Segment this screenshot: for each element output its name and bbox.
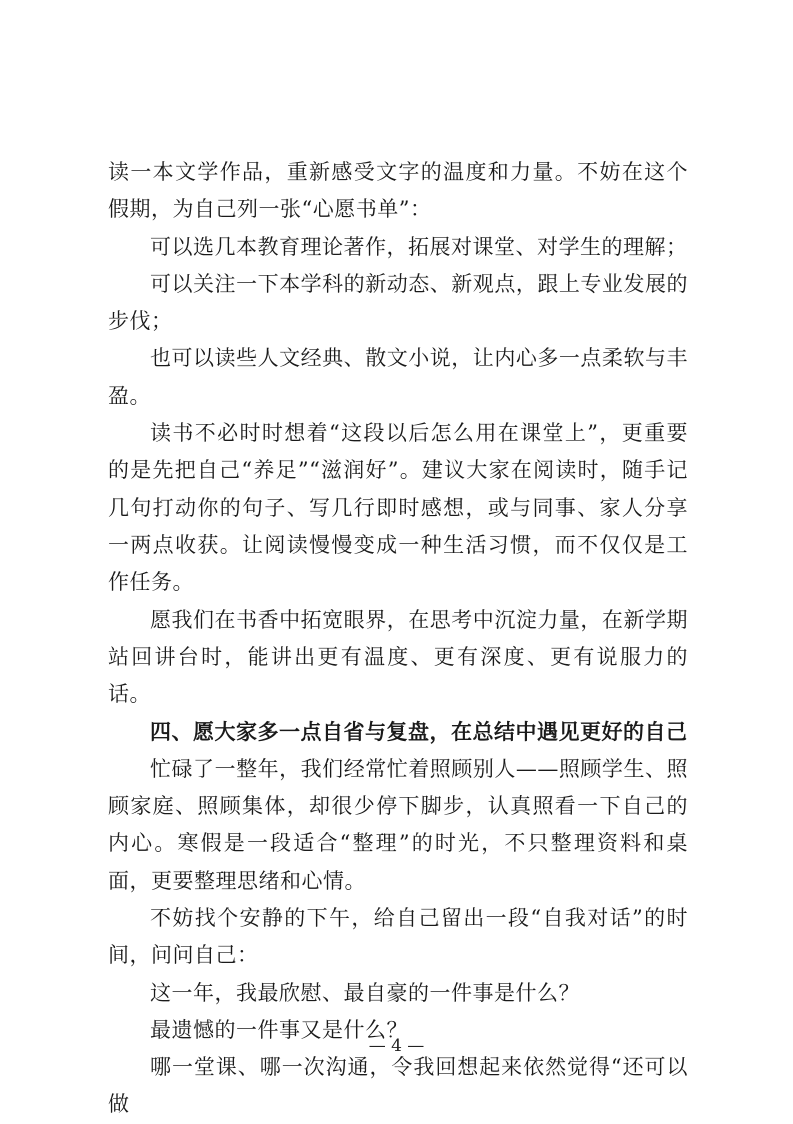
section-heading: 四、愿大家多一点自省与复盘，在总结中遇见更好的自己: [150, 719, 688, 745]
paragraph: 忙碌了一整年，我们经常忙着照顾别人——照顾学生、照顾家庭、照顾集体，却很少停下脚步，认真照看一下自己的内心。寒假是一段适合“整理”的时光，不只整理资料和桌面，更要整理思绪和心情。: [108, 756, 688, 893]
paragraph: 可以选几本教育理论著作，拓展对课堂、对学生的理解；: [150, 234, 688, 259]
page-number: — 4 —: [368, 1036, 425, 1056]
paragraph: 这一年，我最欣慰、最自豪的一件事是什么？: [150, 980, 580, 1005]
paragraph: 愿我们在书香中拓宽眼界，在思考中沉淀力量，在新学期站回讲台时，能讲出更有温度、更有深度、更有说服力的话。: [108, 607, 688, 707]
paragraph: 哪一堂课、哪一次沟通，令我回想起来依然觉得“还可以做: [108, 1055, 688, 1117]
paragraph: 最遗憾的一件事又是什么？: [150, 1017, 408, 1042]
paragraph: 可以关注一下本学科的新动态、新观点，跟上专业发展的步伐；: [108, 271, 688, 334]
paragraph: 读一本文学作品，重新感受文字的温度和力量。不妨在这个假期，为自己列一张“心愿书单”：: [108, 160, 688, 222]
paragraph: 也可以读些人文经典、散文小说，让内心多一点柔软与丰盈。: [108, 346, 688, 408]
paragraph: 不妨找个安静的下午，给自己留出一段“自我对话”的时间，问问自己：: [108, 905, 688, 968]
document-body: [108, 154, 688, 1124]
paragraph: 读书不必时时想着“这段以后怎么用在课堂上”，更重要的是先把自己“养足”“滋润好”。建议大家在阅读时，随手记几句打动你的句子、写几行即时感想，或与同事、家人分享一两点收获。让阅读慢慢变成一种生活习惯，而不仅仅是工作任务。: [108, 421, 688, 595]
